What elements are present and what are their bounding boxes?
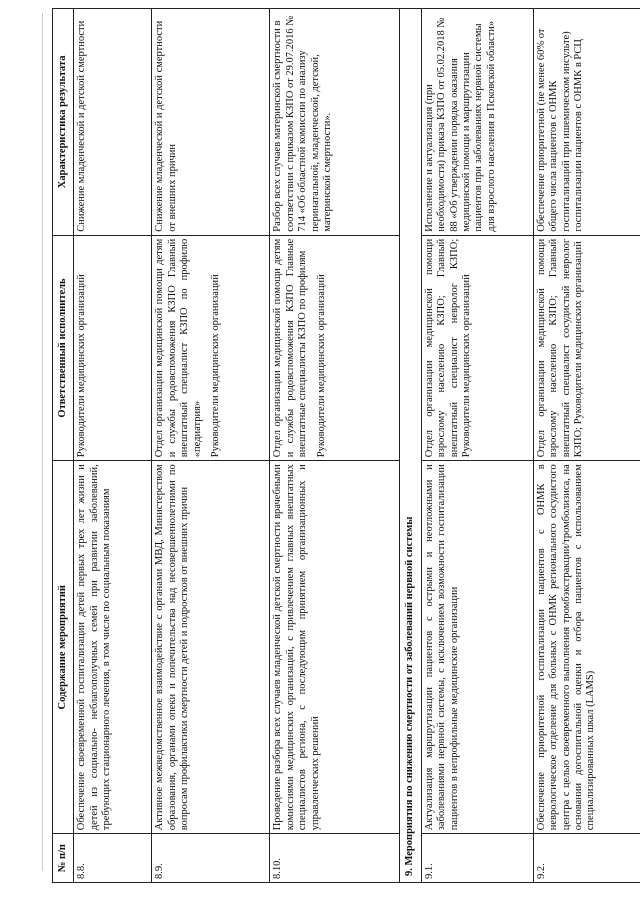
row-content: Обеспечение своевременной госпитализации детей первых трех лет жизни и детей из социально- неблагополучных семей при развитии заболеваний, требующих стационарного лечения, в том числе по социальным показаниям xyxy=(74,461,152,834)
row-num: 8.9. xyxy=(152,834,270,883)
row-executor: Отдел организации медицинской помощи взрослому населению КЗПО; Главный внештатный специалист сосудистый невролог КЗПО; Руководители медицинских организаций xyxy=(533,235,640,461)
table-row xyxy=(74,9,152,883)
row-num: 9.1. xyxy=(421,834,533,883)
row-content: Активное межведомственное взаимодействие с органами МВД, Министерством образования, органами опеки и попечительства над несовершеннолетними по вопросам профилактики смертности детей и подростков от внешних причин xyxy=(152,461,270,834)
row-executor: Отдел организации медицинской помощи взрослому населению КЗПО; Главный внештатный специалист невролог КЗПО; Руководители медицинских организаций xyxy=(421,235,533,461)
row-content: Обеспечение приоритетной госпитализации пациентов с ОНМК в неврологическое отделение для больных с ОНМК регионального сосудистого центра с целью своевременного выполнения тромбэкстракции/тромболизиса, на основании догоспитальной оценки и отбора пациентов с использованием специализированных шкал (LAMS) xyxy=(533,461,640,834)
row-content: Актуализация маршрутизации пациентов с острыми и неотложными и заболеваниями нервной системы, с исключением возможности госпитализации пациентов в непрофильные медицинские организации xyxy=(421,461,533,834)
header-executor: Ответственный исполнитель xyxy=(53,235,74,461)
row-result: Снижение младенческой и детской смертности от внешних причин xyxy=(152,9,270,236)
section-title: 9. Мероприятия по снижению смертности от заболеваний нервной системы xyxy=(400,9,421,883)
row-result: Снижение младенческой и детской смертности xyxy=(74,9,152,236)
table-row xyxy=(270,9,400,883)
table-row xyxy=(152,9,270,883)
header-num: № п/п xyxy=(53,834,74,883)
row-executor xyxy=(74,235,152,461)
executor-text: Отдел организации медицинской помощи детям и службы родовспоможения КЗПО Главные внештатные специалисты КЗПО по профилям xyxy=(272,238,309,458)
table-row xyxy=(421,9,533,883)
row-num: 9.2. xyxy=(533,834,640,883)
scan-edge-line xyxy=(42,13,43,871)
row-result: Обеспечение приоритетной (не менее 60% от общего числа пациентов с ОНМК госпитализаций при ишемическом инсульте) госпитализации пациентов с ОНМК в РСЦ xyxy=(533,9,640,236)
executor-extra-text: Руководители медицинских организаций xyxy=(315,274,327,458)
section-header-row xyxy=(400,9,421,883)
executor-text: Отдел организации медицинской помощи детям и службы родовспоможения КЗПО Главный внештатный специалист КЗПО по профилю «педиатрия» xyxy=(154,238,203,458)
row-num: 8.8. xyxy=(74,834,152,883)
row-result: Исполнение и актуализация (при необходимости) приказа КЗПО от 05.02.2018 № 88 «Об утверждении порядка оказания медицинской помощи и маршрутизации пациентов при заболеваниях нервной системы для взрослого населения в Псковской области» xyxy=(421,9,533,236)
header-content: Содержание мероприятий xyxy=(53,461,74,834)
row-content: Проведение разбора всех случаев младенческой детской смертности врачебными комиссиями медицинских организаций, с привлечением главных внештатных специалистов региона, с последующим принятием организационных и управленческих решений xyxy=(270,461,400,834)
executor-text: Руководители медицинских организаций xyxy=(76,274,88,458)
row-num: 8.10. xyxy=(270,834,400,883)
table-header-row xyxy=(53,9,74,883)
row-result: Разбор всех случаев материнской смертности в соответствии с приказом КЗПО от 29.07.2016 № 714 «Об областной комиссии по анализу перинатальной, младенческой, детской, материнской смертности». xyxy=(270,9,400,236)
table-row xyxy=(533,9,640,883)
measures-table xyxy=(52,8,640,883)
executor-extra-text: Руководители медицинских организаций xyxy=(210,274,222,458)
header-result: Характеристика результата xyxy=(53,9,74,236)
row-executor xyxy=(152,235,270,461)
row-executor xyxy=(270,235,400,461)
